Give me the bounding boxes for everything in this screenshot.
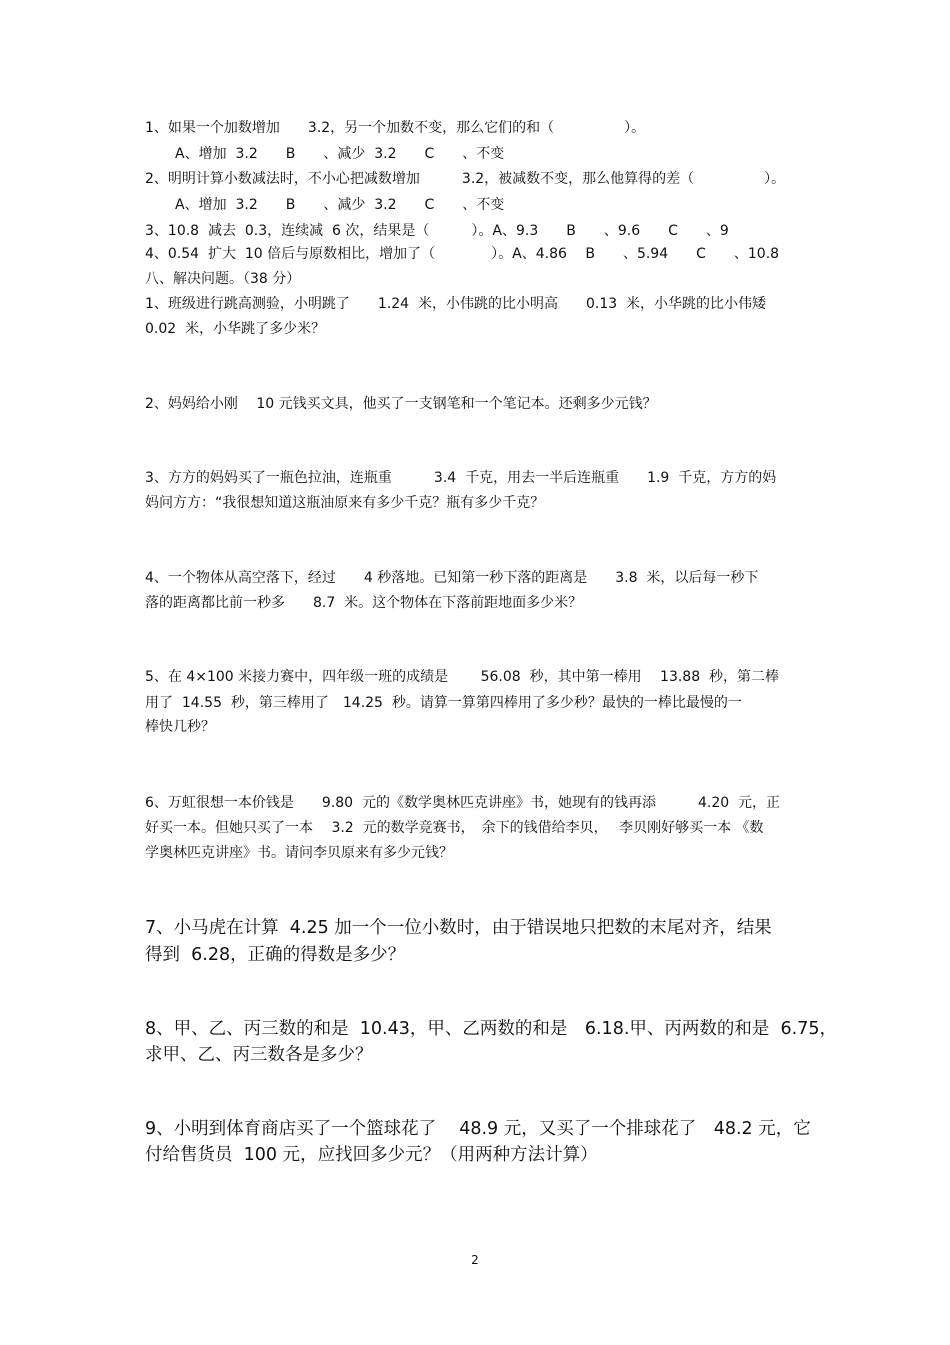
- problem-6-line-1: 6、万虹很想一本价钱是 9.80 元的《数学奥林匹克讲座》书，她现有的钱再添 4.20 元，正: [145, 795, 781, 811]
- problem-6-line-2: 好买一本。但她只买了一本 3.2 元的数学竞赛书， 余下的钱借给李贝， 李贝刚好够买一本 《数: [145, 820, 764, 836]
- problem-9-line-1: 9、小明到体育商店买了一个篮球花了 48.9 元，又买了一个排球花了 48.2 元，它: [145, 1119, 811, 1139]
- question-4-text: 4、0.54 扩大 10 倍后与原数相比，增加了（ ）。A、4.86 B 、5.94 C 、10.8: [145, 246, 780, 262]
- question-1-text: 1、如果一个加数增加 3.2，另一个加数不变，那么它们的和（ ）。: [145, 120, 646, 136]
- problem-5-line-2: 用了 14.55 秒，第三棒用了 14.25 秒。请算一算第四棒用了多少秒？最快的一棒比最慢的一: [145, 695, 742, 711]
- problem-7-line-2: 得到 6.28，正确的得数是多少？: [145, 945, 406, 965]
- section-heading: 八、解决问题。（38 分）: [145, 271, 301, 287]
- problem-7-line-1: 7、小马虎在计算 4.25 加一个一位小数时，由于错误地只把数的末尾对齐，结果: [145, 918, 772, 938]
- page-number: 2: [471, 1253, 479, 1267]
- question-1-options: A、增加 3.2 B 、减少 3.2 C 、不变: [175, 146, 505, 162]
- problem-3-line-1: 3、方方的妈妈买了一瓶色拉油，连瓶重 3.4 千克，用去一半后连瓶重 1.9 千克，方方的妈: [145, 470, 777, 486]
- problem-1-line-1: 1、班级进行跳高测验，小明跳了 1.24 米，小伟跳的比小明高 0.13 米，小华跳的比小伟矮: [145, 296, 767, 312]
- problem-4-line-2: 落的距离都比前一秒多 8.7 米。这个物体在下落前距地面多少米？: [145, 595, 583, 611]
- problem-8-line-1: 8、甲、乙、丙三数的和是 10.43，甲、乙两数的和是 6.18.甲、丙两数的和是 6.75，: [145, 1019, 837, 1039]
- question-2-text: 2、明明计算小数减法时，不小心把减数增加 3.2，被减数不变，那么他算得的差（ ）。: [145, 171, 786, 187]
- problem-3-line-2: 妈问方方：“我很想知道这瓶油原来有多少千克？瓶有多少千克？: [145, 495, 545, 511]
- problem-6-line-3: 学奥林匹克讲座》书。请问李贝原来有多少元钱？: [145, 845, 453, 861]
- problem-9-line-2: 付给售货员 100 元，应找回多少元？（用两种方法计算）: [145, 1145, 598, 1165]
- problem-5-line-1: 5、在 4×100 米接力赛中，四年级一班的成绩是 56.08 秒，其中第一棒用 13.88 秒，第二棒: [145, 669, 780, 685]
- problem-8-line-2: 求甲、乙、丙三数各是多少？: [145, 1045, 373, 1065]
- question-3-text: 3、10.8 减去 0.3，连续减 6 次，结果是（ ）。A、9.3 B 、9.6 C 、9: [145, 223, 729, 239]
- problem-1-line-2: 0.02 米，小华跳了多少米？: [145, 321, 326, 337]
- question-2-options: A、增加 3.2 B 、减少 3.2 C 、不变: [175, 197, 505, 213]
- problem-4-line-1: 4、一个物体从高空落下，经过 4 秒落地。已知第一秒下落的距离是 3.8 米，以后每一秒下: [145, 570, 759, 586]
- problem-2-line-1: 2、妈妈给小刚 10 元钱买文具，他买了一支钢笔和一个笔记本。还剩多少元钱？: [145, 396, 657, 412]
- problem-5-line-3: 棒快几秒？: [145, 719, 215, 735]
